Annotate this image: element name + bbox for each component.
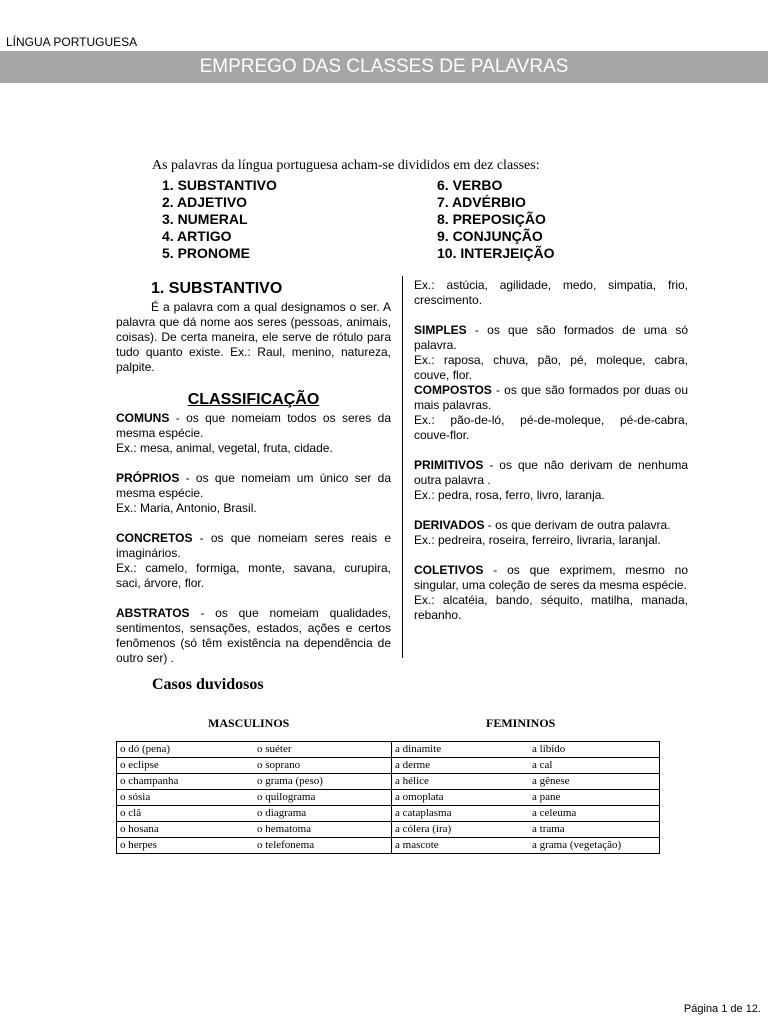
table-row — [117, 822, 660, 838]
table-cell: o suéter — [254, 742, 392, 758]
column-divider — [402, 276, 403, 658]
table-cell: o grama (peso) — [254, 774, 392, 790]
table-cell: a libido — [529, 742, 660, 758]
coletivos-def: COLETIVOS - os que exprimem, mesmo no singular, uma coleção de seres da mesma espécie. — [414, 563, 688, 592]
table-row — [117, 742, 660, 758]
subject-label: LÍNGUA PORTUGUESA — [6, 35, 138, 49]
table-cell: a cólera (ira) — [395, 823, 452, 835]
table-row — [117, 758, 660, 774]
table-cell: o sósia — [117, 790, 255, 806]
table-cell: o hosana — [117, 822, 255, 838]
table-cell: a cataplasma — [395, 807, 452, 819]
page-title: EMPREGO DAS CLASSES DE PALAVRAS — [199, 56, 569, 77]
example: Ex.: pedra, rosa, ferro, livro, laranja. — [414, 488, 605, 502]
term: CONCRETOS — [116, 531, 193, 545]
table-cell: o dó (pena) — [117, 742, 255, 758]
table-cell: o herpes — [117, 838, 255, 854]
class-item: 5. PRONOME — [162, 245, 250, 261]
classes-list-left — [162, 177, 277, 262]
simples-def: SIMPLES - os que são formados de uma só palavra. — [414, 323, 688, 352]
table-cell: o eclipse — [117, 758, 255, 774]
table-cell: o diagrama — [254, 806, 392, 822]
class-item: 8. PREPOSIÇÃO — [437, 211, 546, 227]
table-cell: a hélice — [395, 775, 429, 787]
right-column — [414, 278, 688, 623]
masculinos-heading: MASCULINOS — [208, 716, 290, 730]
class-item: 1. SUBSTANTIVO — [162, 177, 277, 193]
table-cell: o champanha — [117, 774, 255, 790]
compostos-def: COMPOSTOS - os que são formados por duas ou mais palavras. — [414, 383, 688, 412]
class-item: 6. VERBO — [437, 177, 503, 193]
class-item: 4. ARTIGO — [162, 228, 232, 244]
table-cell: o quilograma — [254, 790, 392, 806]
term: SIMPLES — [414, 323, 467, 337]
casos-heading: Casos duvidosos — [152, 676, 264, 693]
example: Ex.: pedreira, roseira, ferreiro, livraria, laranjal. — [414, 533, 661, 547]
example: Ex.: pão-de-ló, pé-de-moleque, pé-de-cabra, couve-flor. — [414, 413, 688, 442]
term: PRIMITIVOS — [414, 458, 484, 472]
table-cell: o hematoma — [254, 822, 392, 838]
table-row — [117, 806, 660, 822]
proprios-def: PRÓPRIOS - os que nomeiam um único ser da mesma espécie. — [116, 471, 391, 500]
term: PRÓPRIOS — [116, 471, 180, 485]
class-item: 7. ADVÉRBIO — [437, 194, 526, 210]
table-cell: a cal — [529, 758, 660, 774]
table-cell: a dinamite — [395, 743, 442, 755]
abstratos-def: ABSTRATOS - os que nomeiam qualidades, sentimentos, sensações, estados, ações e certos fenômenos (só têm existência na dependência de outro ser) . — [116, 606, 391, 665]
table-cell: a pane — [529, 790, 660, 806]
table-cell: o soprano — [254, 758, 392, 774]
table-row — [117, 838, 660, 854]
table-row — [117, 790, 660, 806]
class-item: 9. CONJUNÇÃO — [437, 228, 543, 244]
example: Ex.: astúcia, agilidade, medo, simpatia, frio, crescimento. — [414, 278, 688, 307]
table-cell: o clã — [117, 806, 255, 822]
page-number: Página 1 de 12. — [683, 1003, 761, 1015]
derivados-def: DERIVADOS - os que derivam de outra palavra. — [414, 518, 671, 532]
example: Ex.: Maria, Antonio, Brasil. — [116, 501, 257, 515]
title-bar — [0, 51, 768, 83]
table-cell: a gênese — [529, 774, 660, 790]
example: Ex.: camelo, formiga, monte, savana, curupira, saci, árvore, flor. — [116, 561, 391, 590]
table-cell: a trama — [529, 822, 660, 838]
table-cell: a celeuma — [529, 806, 660, 822]
gender-table — [116, 741, 660, 854]
term: COLETIVOS — [414, 563, 484, 577]
intro-text: As palavras da língua portuguesa acham-se divididos em dez classes: — [152, 158, 540, 173]
classification-heading: CLASSIFICAÇÃO — [187, 391, 320, 408]
term: ABSTRATOS — [116, 606, 190, 620]
table-cell: o telefonema — [254, 838, 392, 854]
section-heading: 1. SUBSTANTIVO — [151, 280, 283, 297]
class-item: 3. NUMERAL — [162, 211, 248, 227]
table-row — [117, 774, 660, 790]
concretos-def: CONCRETOS - os que nomeiam seres reais e imaginários. — [116, 531, 391, 560]
term: COMUNS — [116, 411, 170, 425]
classes-list-right — [437, 177, 554, 262]
example: Ex.: mesa, animal, vegetal, fruta, cidade. — [116, 441, 333, 455]
femininos-heading: FEMININOS — [486, 716, 556, 730]
definition: É a palavra com a qual designamos o ser. A palavra que dá nome aos seres (pessoas, animais, coisas). De certa maneira, ele serve de rótulo para tudo quanto existe. Ex.: Raul, menino, natureza, palpite. — [116, 300, 391, 374]
table-cell: a omoplata — [395, 791, 444, 803]
class-item: 10. INTERJEIÇÃO — [437, 245, 555, 261]
table-cell: a derme — [395, 759, 431, 771]
table-cell: a grama (vegetação) — [529, 838, 660, 854]
example: Ex.: raposa, chuva, pão, pé, moleque, cabra, couve, flor. — [414, 353, 688, 382]
comuns-def: COMUNS - os que nomeiam todos os seres da mesma espécie. — [116, 411, 391, 440]
table-cell: a mascote — [395, 839, 439, 851]
left-column — [116, 278, 391, 666]
term: DERIVADOS — [414, 518, 485, 532]
example: Ex.: alcatéia, bando, séquito, matilha, manada, rebanho. — [414, 593, 688, 622]
primitivos-def: PRIMITIVOS - os que não derivam de nenhuma outra palavra . — [414, 458, 688, 487]
term: COMPOSTOS — [414, 383, 492, 397]
class-item: 2. ADJETIVO — [162, 194, 248, 210]
